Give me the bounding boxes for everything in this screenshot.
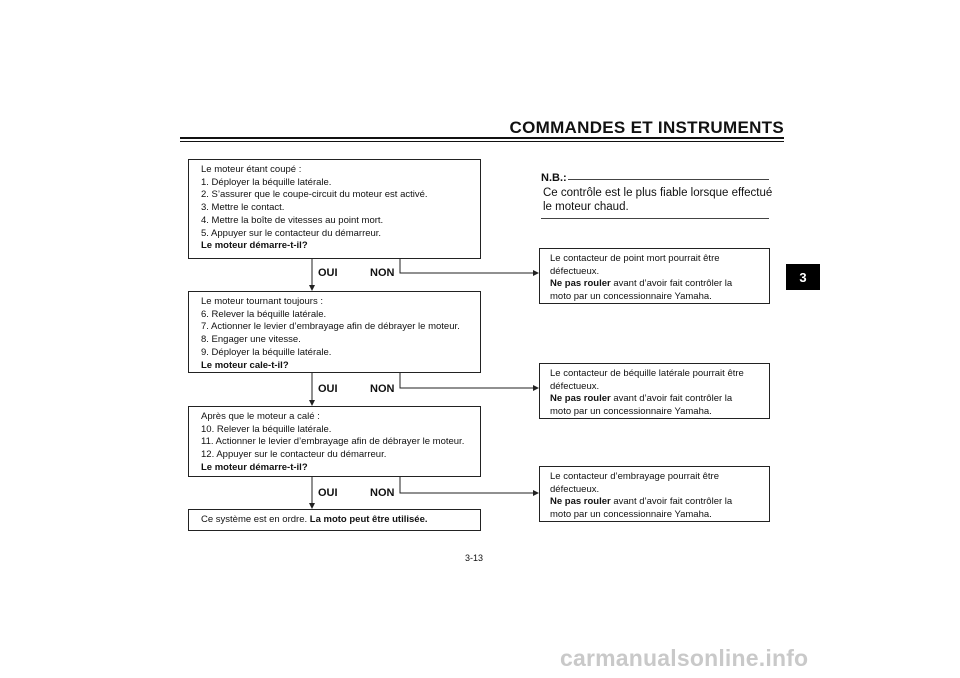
- fault1-line: défectueux.: [550, 265, 600, 277]
- note-label: N.B.:: [541, 172, 567, 184]
- note-rule-top: [568, 179, 769, 180]
- fault1-line: moto par un concessionnaire Yamaha.: [550, 291, 712, 303]
- fault3-line: avant d’avoir fait contrôler la: [610, 496, 733, 508]
- step3-line: Après que le moteur a calé :: [201, 411, 320, 422]
- fault2-line: Le contacteur de béquille latérale pourrait être: [550, 368, 744, 379]
- no-label-3: NON: [370, 487, 395, 499]
- fault1-box: [539, 248, 770, 304]
- page-number: 3-13: [465, 553, 484, 563]
- step1-line: 3. Mettre le contact.: [201, 202, 285, 214]
- fault1-line: avant d’avoir fait contrôler la: [610, 278, 733, 290]
- no-label-2: NON: [370, 383, 395, 395]
- no-connector-1: [400, 259, 538, 273]
- step3-box: [188, 406, 481, 477]
- step3-line: 11. Actionner le levier d’embrayage afin de débrayer le moteur.: [201, 436, 465, 448]
- fault2-line: avant d’avoir fait contrôler la: [610, 393, 733, 405]
- fault1-line: Le contacteur de point mort pourrait être: [550, 253, 720, 264]
- fault3-warning: Ne pas rouler: [550, 496, 611, 508]
- yes-label-1: OUI: [318, 267, 338, 279]
- no-label-1: NON: [370, 267, 395, 279]
- step1-box: [188, 159, 481, 259]
- step2-box: [188, 291, 481, 373]
- no-connector-3: [400, 477, 538, 493]
- step1-line: 4. Mettre la boîte de vitesses au point mort.: [201, 214, 384, 226]
- step3-line: 12. Appuyer sur le contacteur du démarreur.: [201, 449, 387, 461]
- step3-question: Le moteur démarre-t-il?: [201, 461, 308, 473]
- section-tab: 3: [786, 264, 820, 290]
- step2-line: 7. Actionner le levier d’embrayage afin de débrayer le moteur.: [201, 321, 460, 333]
- fault1-warning: Ne pas rouler: [550, 278, 611, 290]
- step1-line: 2. S’assurer que le coupe-circuit du moteur est activé.: [201, 189, 428, 201]
- step2-line: 9. Déployer la béquille latérale.: [201, 346, 332, 358]
- note-rule-bottom: [541, 218, 769, 219]
- step2-line: 6. Relever la béquille latérale.: [201, 308, 327, 320]
- step1-question: Le moteur démarre-t-il?: [201, 240, 308, 252]
- step1-line: 5. Appuyer sur le contacteur du démarreur.: [201, 227, 382, 239]
- step3-line: 10. Relever la béquille latérale.: [201, 423, 332, 435]
- step2-line: Le moteur tournant toujours :: [201, 296, 323, 307]
- watermark: carmanualsonline.info: [560, 645, 809, 671]
- step1-line: 1. Déployer la béquille latérale.: [201, 176, 332, 188]
- yes-label-2: OUI: [318, 383, 338, 395]
- step2-question: Le moteur cale-t-il?: [201, 359, 289, 371]
- fault2-line: moto par un concessionnaire Yamaha.: [550, 406, 712, 418]
- fault3-line: moto par un concessionnaire Yamaha.: [550, 509, 712, 521]
- yes-label-3: OUI: [318, 487, 338, 499]
- page-title: COMMANDES ET INSTRUMENTS: [509, 118, 784, 137]
- fault3-line: défectueux.: [550, 483, 600, 495]
- final-box: [188, 509, 481, 531]
- final-text: Ce système est en ordre.: [201, 514, 310, 525]
- fault2-line: défectueux.: [550, 380, 600, 392]
- step1-line: Le moteur étant coupé :: [201, 164, 302, 175]
- no-connector-2: [400, 373, 538, 388]
- final-bold-text: La moto peut être utilisée.: [309, 514, 428, 525]
- fault2-box: [539, 363, 770, 419]
- step2-line: 8. Engager une vitesse.: [201, 334, 301, 346]
- fault3-line: Le contacteur d’embrayage pourrait être: [550, 471, 719, 482]
- fault2-warning: Ne pas rouler: [550, 393, 611, 405]
- fault3-box: [539, 466, 770, 522]
- note-text: Ce contrôle est le plus fiable lorsque effectué le moteur chaud.: [543, 187, 773, 213]
